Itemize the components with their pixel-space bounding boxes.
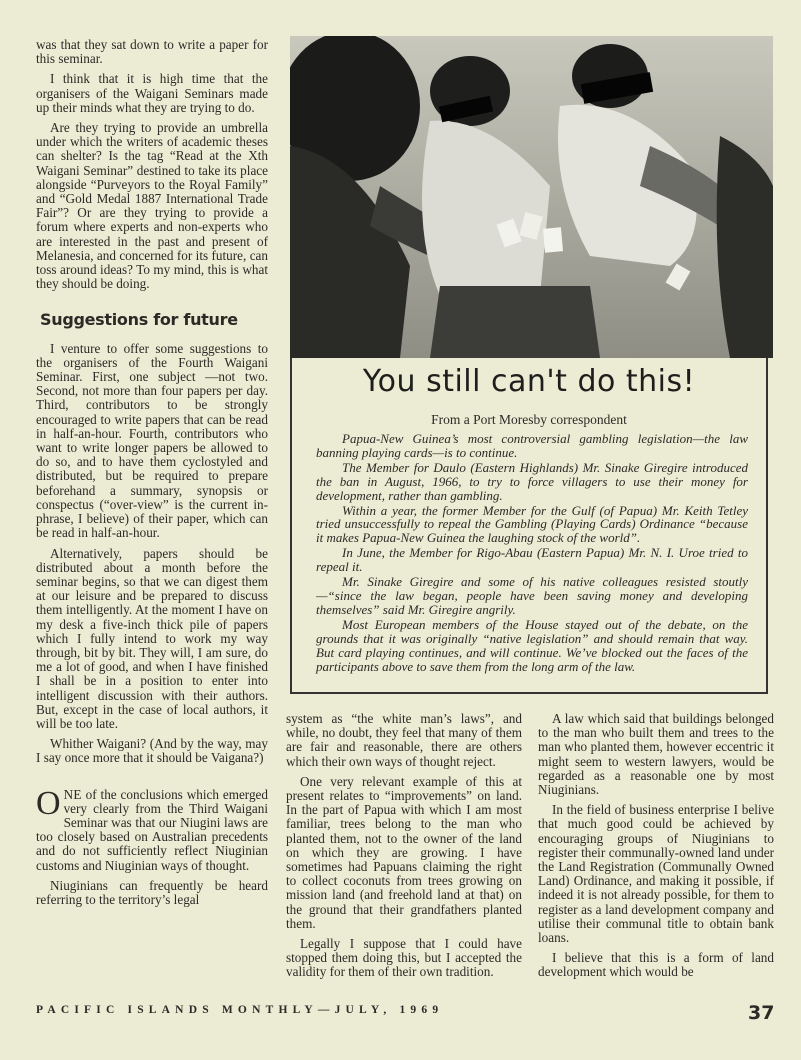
paragraph: Whither Waigani? (And by the way, may I say once more that it should be Vaigana?) [36,736,268,766]
running-footer: PACIFIC ISLANDS MONTHLY—JULY, 1969 [36,1004,444,1016]
article-paragraph: Within a year, the former Member for the Gulf (of Papua) Mr. Keith Tetley tried unsuccessfully to repeal the Gambling (Playing Cards) Ordinance “because it makes Papua-New Guinea the laughing stock of the world”. [316,502,748,546]
paragraph: Are they trying to provide an umbrella under which the writers of academic theses can shelter? Is the tag “Read at the Xth Waigani Seminar” destined to take its place alongside “Purveyors to the Royal Family” and “Gold Medal 1887 International Trade Fair”? Or are they trying to provide a forum where experts and non-experts who are interested in the past and present of Melanesia, and concerned for its future, can toss around ideas? To my mind, this is what they should be doing. [36,120,268,292]
article-paragraph: The Member for Daulo (Eastern Highlands) Mr. Sinake Giregire introduced the ban in August, 1966, to try to force villagers to use their money for development, rather than gambling. [316,459,748,503]
section-heading: Suggestions for future [40,310,238,330]
drop-cap: O [36,784,61,822]
paragraph: In the field of business enterprise I belive that much good could be achieved by encouraging groups of Niuginians to register their communally-owned land under the Land Registration (Communally Owned Land) Ordinance, and making it possible, if indeed it is not already possible, for them to register as a land development company and utilise their communal title to obtain bank loans. [538,802,774,946]
page-number: 37 [748,1002,775,1024]
article-paragraph: Papua-New Guinea’s most controversial gambling legislation—the law banning playing cards—is to continue. [316,431,748,460]
paragraph: I think that it is high time that the organisers of the Waigani Seminars made up their minds what they are trying to do. [36,71,268,115]
article-headline: You still can't do this! [362,364,696,399]
paragraph: Legally I suppose that I could have stopped them doing this, but I accepted the validity for them of their own tradition. [286,936,522,980]
middle-column [286,712,522,986]
paragraph: A law which said that buildings belonged to the man who built them and trees to the man who planted them, however eccentric it might seem to western lawyers, would be regarded as a reasonable one by most Niuginians. [538,711,774,798]
dropcap-paragraph [36,784,268,873]
article-byline: From a Port Moresby correspondent [431,412,627,427]
article-paragraph: Most European members of the House stayed out of the debate, on the grounds that it was originally “native legislation” and should remain that way. But card playing continues, and will continue. We’ve blocked out the faces of the participants above to save them from the long arm of the law. [316,616,748,674]
paragraph: Niuginians can frequently be heard referring to the territory’s legal [36,877,268,907]
photo-card-players-icon [290,36,773,358]
paragraph-text: of the conclusions which emerged very clearly from the Third Waigani Seminar was that our Niugini laws are too closely based on Australian precedents and do not sufficiently reflect Niuginian customs and Niuginian ways of thought. [36,786,268,873]
right-column [538,712,774,986]
paragraph: was that they sat down to write a paper for this seminar. [36,37,268,67]
paragraph: system as “the white man’s laws”, and while, no doubt, they feel that many of them are fair and reasonable, there are others which their own ways of thought reject. [286,711,522,769]
left-column [36,38,268,913]
article-paragraph: In June, the Member for Rigo-Abau (Eastern Papua) Mr. N. I. Uroe tried to repeal it. [316,545,748,575]
article-body [316,432,748,674]
paragraph: Alternatively, papers should be distributed about a month before the seminar begins, so that we can digest them at our leisure and be prepared to discuss them intelligently. At the moment I have on my desk a five-inch thick pile of papers which I fully intend to work my way through, bit by bit. They will, I am sure, do me a lot of good, and when I have finished I shall be in a position to enter into intelligent discussion with their authors. But, except in the case of local authors, it will be too late. [36,545,268,731]
article-paragraph: Mr. Sinake Giregire and some of his native colleagues resisted stoutly—“since the law began, people have been saving money and developing themselves” said Mr. Giregire angrily. [316,574,748,617]
small-caps-lead: NE [63,786,82,802]
photo-illustration [290,36,773,358]
boxed-article [290,358,768,694]
paragraph: I believe that this is a form of land development which would be [538,950,774,980]
paragraph: I venture to offer some suggestions to the organisers of the Fourth Waigani Seminar. First, one subject —not two. Second, not more than four papers per day. Third, contributors to be strongly encouraged to write papers that can be read in half-an-hour. Fourth, contributors who want to write longer papers be allowed to do so, and to have them cyclostyled and distributed, but be required to prepare beforehand a summary, synopsis or conspectus (“over-view” is the current in-phrase, I believe) of their paper, which can be read in half-an-hour. [36,340,268,541]
paragraph: One very relevant example of this at present relates to “improvements” on land. In the part of Papua with which I am most familiar, trees belong to the man who planted them, not to the owner of the land on which they are growing. I have sometimes had Papuans claiming the right to collect coconuts from trees growing on mission land (and freehold land at that) on the ground that their grandfathers planted them. [286,773,522,931]
